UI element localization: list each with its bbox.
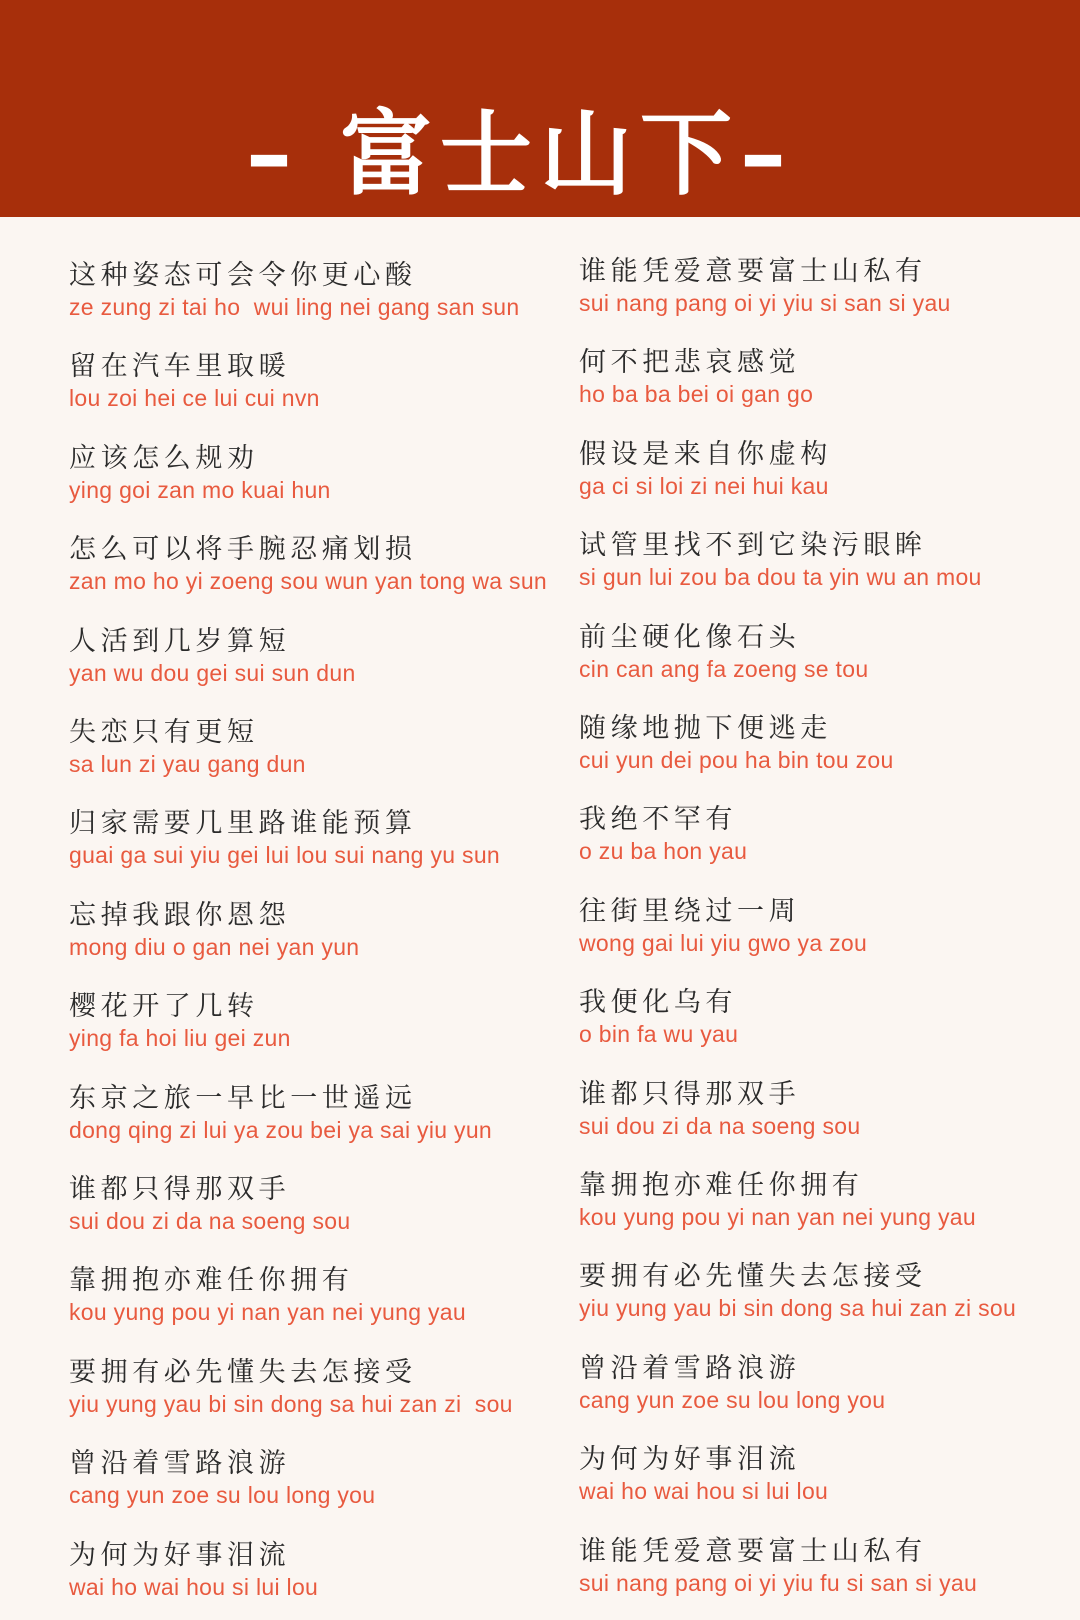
- lyric-romanization-line: ze zung zi tai ho wui ling nei gang san sun: [69, 294, 520, 320]
- lyrics-left-column: [69, 260, 549, 1620]
- lyric-entry: [579, 1170, 1059, 1232]
- lyric-chinese-line: 靠拥抱亦难任你拥有: [69, 1265, 354, 1297]
- lyric-romanization-line: cang yun zoe su lou long you: [579, 1386, 886, 1413]
- lyric-entry: [579, 896, 1059, 958]
- lyric-romanization-line: cin can ang fa zoeng se tou: [579, 655, 869, 682]
- lyric-romanization-line: mong diu o gan nei yan yun: [69, 933, 360, 960]
- lyric-entry: [69, 1083, 549, 1145]
- lyric-entry: [579, 1353, 1059, 1415]
- lyric-entry: [579, 530, 1059, 592]
- lyric-romanization-line: yiu yung yau bi sin dong sa hui zan zi sou: [69, 1390, 513, 1417]
- lyric-romanization-line: sui dou zi da na soeng sou: [579, 1112, 861, 1139]
- lyric-chinese-line: 我便化乌有: [579, 987, 737, 1019]
- lyric-romanization-line: cang yun zoe su lou long you: [69, 1482, 376, 1509]
- lyric-entry: [69, 1174, 549, 1236]
- lyric-entry: [69, 1357, 549, 1419]
- lyric-entry: [69, 991, 549, 1053]
- lyric-chinese-line: 何不把悲哀感觉: [579, 347, 801, 379]
- lyric-chinese-line: 失恋只有更短: [69, 717, 259, 748]
- lyric-romanization-line: guai ga sui yiu gei lui lou sui nang yu sun: [69, 842, 501, 869]
- title-banner: [0, 0, 1080, 217]
- lyric-chinese-line: 怎么可以将手腕忍痛划损: [69, 534, 417, 566]
- lyric-entry: [579, 256, 1059, 318]
- lyric-entry: [579, 1261, 1059, 1323]
- lyric-entry: [579, 347, 1059, 409]
- lyric-chinese-line: 人活到几岁算短: [69, 625, 291, 657]
- lyric-chinese-line: 东京之旅一早比一世遥远: [69, 1082, 417, 1114]
- lyric-romanization-line: sui nang pang oi yi yiu fu si san si yau: [579, 1569, 978, 1596]
- lyric-romanization-line: wai ho wai hou si lui lou: [579, 1478, 829, 1505]
- lyric-romanization-line: sa lun zi yau gang dun: [69, 751, 306, 777]
- lyric-romanization-line: kou yung pou yi nan yan nei yung yau: [579, 1204, 976, 1230]
- lyric-chinese-line: 为何为好事泪流: [69, 1539, 291, 1571]
- lyrics-right-column: [579, 256, 1059, 1616]
- lyric-entry: [69, 808, 549, 870]
- lyric-entry: [579, 987, 1059, 1049]
- lyric-entry: [69, 717, 549, 779]
- lyric-romanization-line: sui nang pang oi yi yiu si san si yau: [579, 290, 951, 316]
- lyric-chinese-line: 我绝不罕有: [579, 804, 737, 836]
- lyric-chinese-line: 应该怎么规劝: [69, 442, 259, 474]
- lyric-entry: [69, 351, 549, 413]
- lyric-chinese-line: 试管里找不到它染污眼眸: [579, 530, 927, 562]
- lyric-chinese-line: 留在汽车里取暖: [69, 351, 291, 383]
- lyric-romanization-line: ho ba ba bei oi gan go: [579, 381, 814, 408]
- lyric-entry: [69, 443, 549, 505]
- lyric-chinese-line: 谁都只得那双手: [579, 1078, 801, 1110]
- lyric-romanization-line: wong gai lui yiu gwo ya zou: [579, 929, 868, 956]
- lyric-romanization-line: cui yun dei pou ha bin tou zou: [579, 747, 894, 773]
- lyric-entry: [579, 1444, 1059, 1506]
- lyric-romanization-line: kou yung pou yi nan yan nei yung yau: [69, 1299, 466, 1326]
- lyric-romanization-line: dong qing zi lui ya zou bei ya sai yiu yun: [69, 1116, 493, 1143]
- lyric-chinese-line: 谁都只得那双手: [69, 1174, 291, 1205]
- lyric-chinese-line: 忘掉我跟你恩怨: [69, 899, 291, 931]
- lyric-romanization-line: yiu yung yau bi sin dong sa hui zan zi sou: [579, 1295, 1017, 1322]
- lyric-chinese-line: 这种姿态可会令你更心酸: [69, 260, 417, 291]
- lyric-chinese-line: 要拥有必先懂失去怎接受: [579, 1261, 927, 1293]
- page-title: – 富士山下–: [245, 101, 795, 208]
- lyric-romanization-line: sui dou zi da na soeng sou: [69, 1208, 351, 1234]
- lyric-chinese-line: 要拥有必先懂失去怎接受: [69, 1356, 417, 1388]
- lyric-entry: [579, 1536, 1059, 1598]
- lyric-romanization-line: o zu ba hon yau: [579, 838, 748, 865]
- lyric-entry: [69, 1540, 549, 1602]
- lyric-romanization-line: yan wu dou gei sui sun dun: [69, 659, 356, 686]
- lyric-chinese-line: 靠拥抱亦难任你拥有: [579, 1170, 864, 1201]
- lyric-romanization-line: ga ci si loi zi nei hui kau: [579, 472, 829, 499]
- lyric-entry: [579, 439, 1059, 501]
- lyric-romanization-line: lou zoi hei ce lui cui nvn: [69, 385, 320, 412]
- lyric-chinese-line: 谁能凭爱意要富士山私有: [579, 256, 927, 287]
- lyric-entry: [579, 713, 1059, 775]
- lyric-chinese-line: 樱花开了几转: [69, 991, 259, 1023]
- lyric-chinese-line: 为何为好事泪流: [579, 1444, 801, 1476]
- lyric-romanization-line: ying fa hoi liu gei zun: [69, 1025, 291, 1052]
- lyric-chinese-line: 前尘硬化像石头: [579, 621, 801, 653]
- lyric-entry: [69, 1448, 549, 1510]
- lyric-romanization-line: si gun lui zou ba dou ta yin wu an mou: [579, 564, 982, 591]
- lyric-entry: [579, 622, 1059, 684]
- lyric-entry: [579, 1079, 1059, 1141]
- lyric-entry: [69, 534, 549, 596]
- lyric-entry: [579, 804, 1059, 866]
- lyric-entry: [69, 900, 549, 962]
- lyric-entry: [69, 1265, 549, 1327]
- lyric-romanization-line: o bin fa wu yau: [579, 1021, 739, 1048]
- lyric-chinese-line: 假设是来自你虚构: [579, 438, 832, 470]
- lyric-entry: [69, 260, 549, 322]
- lyric-chinese-line: 曾沿着雪路浪游: [69, 1448, 291, 1480]
- lyric-chinese-line: 随缘地抛下便逃走: [579, 713, 832, 744]
- lyric-romanization-line: zan mo ho yi zoeng sou wun yan tong wa sun: [69, 568, 548, 595]
- lyric-entry: [69, 626, 549, 688]
- lyric-chinese-line: 归家需要几里路谁能预算: [69, 808, 417, 840]
- lyric-chinese-line: 谁能凭爱意要富士山私有: [579, 1535, 927, 1567]
- lyric-chinese-line: 往街里绕过一周: [579, 895, 801, 927]
- lyric-romanization-line: wai ho wai hou si lui lou: [69, 1573, 319, 1600]
- lyric-romanization-line: ying goi zan mo kuai hun: [69, 476, 331, 503]
- lyric-chinese-line: 曾沿着雪路浪游: [579, 1352, 801, 1384]
